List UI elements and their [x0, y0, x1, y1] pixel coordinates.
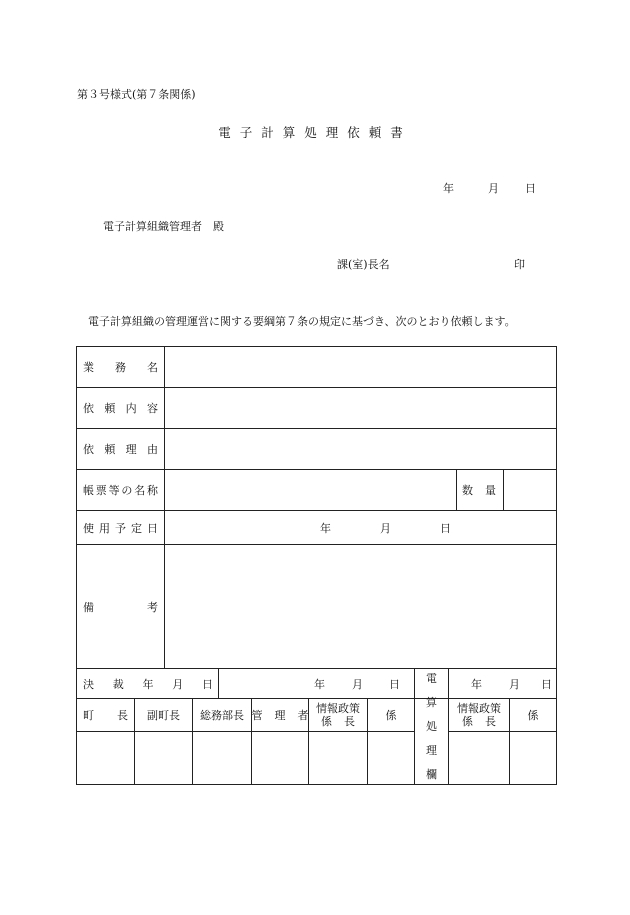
date-month-label: 月: [488, 182, 499, 195]
remarks-label: 備 考: [83, 600, 158, 614]
quantity-label: 数 量: [462, 484, 496, 497]
manager-header: 管 理 者: [251, 709, 309, 722]
request-content-label: 依 頼 内 容: [83, 402, 158, 415]
scheduled-month: 月: [380, 521, 391, 535]
mayor-header: 町 長: [83, 709, 128, 722]
document-title: 電子計算処理依頼書: [218, 125, 412, 140]
document-date: [443, 180, 536, 196]
requester-name-label: 課(室)長名: [337, 258, 390, 271]
scheduled-day: 日: [440, 521, 451, 535]
computing-info-policy-chief-header: [449, 699, 509, 731]
computing-year: 年: [471, 677, 482, 691]
form-number: 第３号様式(第７条関係): [77, 88, 196, 101]
computing-staff-header: 係: [527, 709, 539, 722]
request-form-table: [76, 346, 557, 785]
request-reason-label: 依 頼 理 由: [83, 443, 158, 456]
decision-date-label: 決 裁 年 月 日: [83, 677, 213, 691]
deputy-mayor-header: 副町長: [147, 709, 180, 722]
computing-date-value: [449, 669, 556, 698]
decision-year: 年: [314, 677, 325, 691]
form-name-label: 帳 票 等 の 名 称: [83, 484, 158, 497]
decision-month: 月: [352, 677, 363, 691]
computing-day: 日: [541, 677, 552, 691]
decision-day: 日: [389, 677, 400, 691]
computing-column-label: 電 算 処 理 欄: [426, 671, 437, 781]
computing-info-policy-chief-line2: 係 長: [462, 715, 496, 728]
info-policy-chief-line2: 係 長: [321, 715, 355, 728]
date-day-label: 日: [525, 182, 536, 195]
computing-info-policy-chief-line1: 情報政策: [457, 702, 501, 715]
general-affairs-director-header: 総務部長: [200, 709, 244, 722]
intro-text: 電子計算組織の管理運営に関する要綱第７条の規定に基づき、次のとおり依頼します。: [88, 315, 516, 328]
business-name-label: 業 務 名: [83, 361, 158, 374]
staff-header: 係: [385, 709, 397, 722]
addressee: 電子計算組織管理者 殿: [103, 220, 224, 233]
seal-mark: 印: [514, 258, 525, 271]
scheduled-date-label: 使 用 予 定 日: [83, 521, 158, 535]
info-policy-chief-line1: 情報政策: [316, 702, 360, 715]
computing-month: 月: [509, 677, 520, 691]
decision-date-value: [219, 669, 414, 698]
scheduled-date-value: [165, 511, 556, 544]
info-policy-chief-header: [309, 699, 367, 731]
date-year-label: 年: [443, 182, 454, 195]
scheduled-year: 年: [320, 521, 331, 535]
